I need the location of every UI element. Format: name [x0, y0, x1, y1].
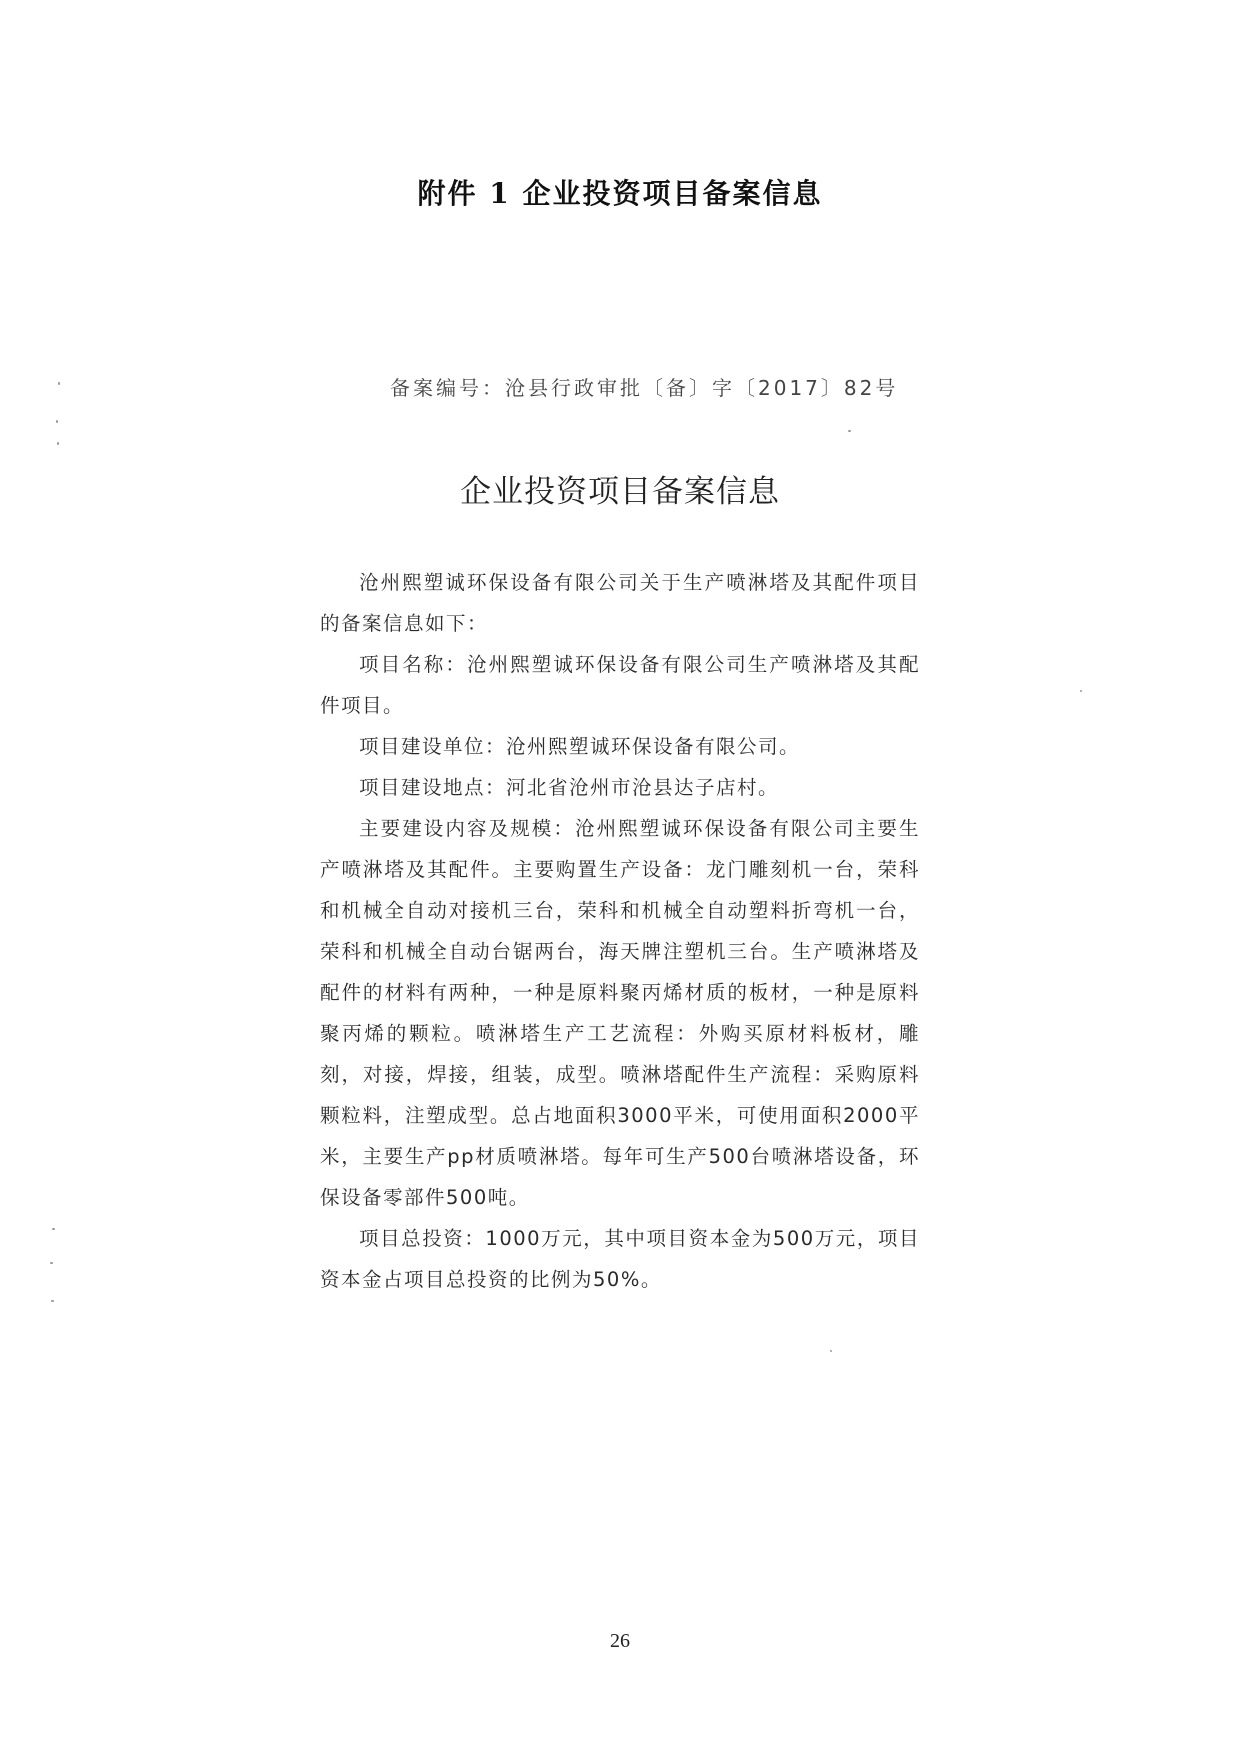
scan-speck: [50, 1262, 53, 1264]
document-body: [320, 562, 920, 1300]
paragraph-scope: 主要建设内容及规模：沧州熙塑诚环保设备有限公司主要生产喷淋塔及其配件。主要购置生产设备：龙门雕刻机一台，荣科和机械全自动对接机三台，荣科和机械全自动塑料折弯机一台，荣科和机械全自动台锯两台，海天牌注塑机三台。生产喷淋塔及配件的材料有两种，一种是原料聚丙烯材质的板材，一种是原料聚丙烯的颗粒。喷淋塔生产工艺流程：外购买原材料板材，雕刻，对接，焊接，组装，成型。喷淋塔配件生产流程：采购原料颗粒料，注塑成型。总占地面积3000平米，可使用面积2000平米，主要生产pp材质喷淋塔。每年可生产500台喷淋塔设备，环保设备零部件500吨。: [320, 817, 920, 1209]
scan-speck: [830, 1350, 832, 1352]
paragraph-investment: 项目总投资：1000万元，其中项目资本金为500万元，项目资本金占项目总投资的比例为50%。: [320, 1227, 920, 1291]
paragraph-intro: 沧州熙塑诚环保设备有限公司关于生产喷淋塔及其配件项目的备案信息如下：: [320, 571, 920, 635]
scan-speck: [52, 1228, 55, 1230]
scan-speck: [1080, 690, 1082, 692]
scan-speck: [56, 420, 58, 423]
scan-speck: [848, 430, 851, 432]
scan-speck: [58, 382, 60, 385]
scan-speck: [51, 1300, 54, 1302]
document-heading: 企业投资项目备案信息: [460, 474, 780, 510]
page-number: 26: [610, 1630, 630, 1652]
paragraph-construction-unit: 项目建设单位：沧州熙塑诚环保设备有限公司。: [359, 735, 801, 758]
paragraph-construction-site: 项目建设地点：河北省沧州市沧县达子店村。: [359, 776, 780, 799]
page-title: 附件 1 企业投资项目备案信息: [417, 177, 823, 210]
paragraph-project-name: 项目名称：沧州熙塑诚环保设备有限公司生产喷淋塔及其配件项目。: [320, 653, 920, 717]
scan-speck: [57, 442, 59, 445]
filing-number: 备案编号：沧县行政审批〔备〕字〔2017〕82号: [390, 376, 899, 400]
